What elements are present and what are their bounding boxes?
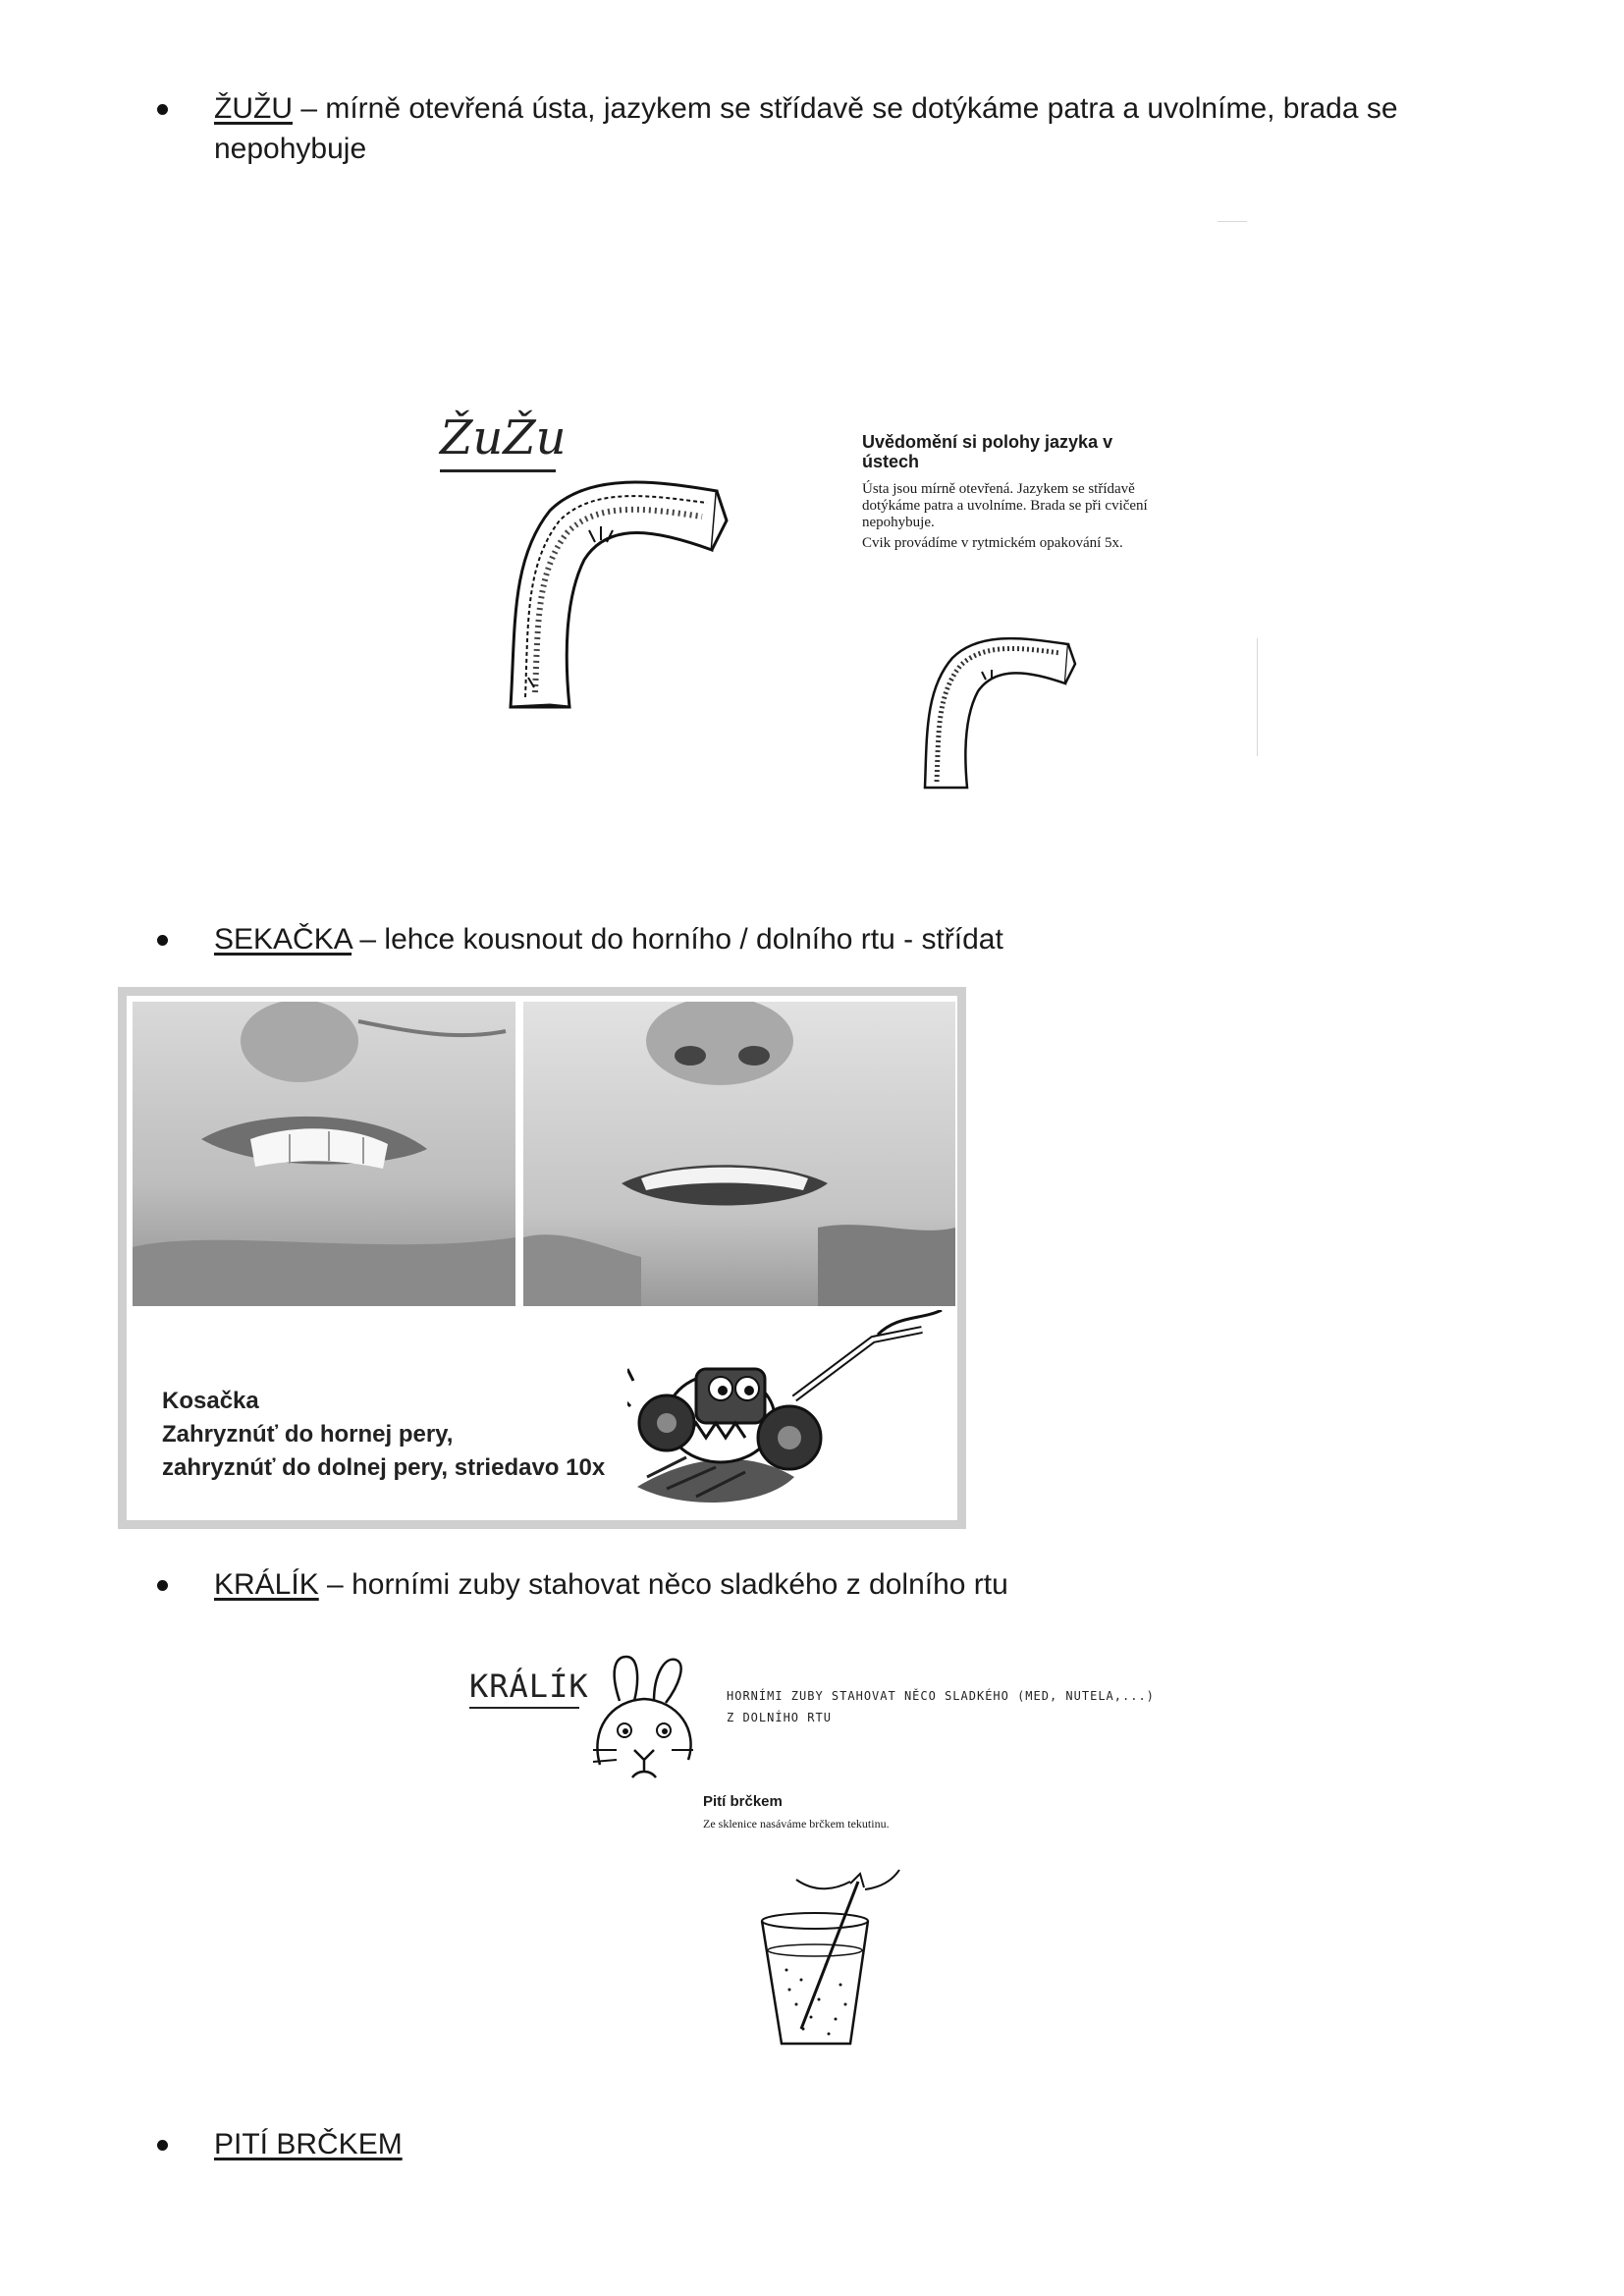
zuzu-card bbox=[862, 432, 1168, 552]
bullet-kralik-text bbox=[214, 1566, 1008, 1604]
zuzu-description-line2: nepohybuje bbox=[214, 133, 367, 165]
bullet-dot bbox=[157, 1580, 168, 1591]
brcko-card-heading: Pití brčkem bbox=[703, 1793, 783, 1810]
bullet-dot bbox=[157, 2140, 168, 2151]
photo-biting-lower-lip bbox=[523, 1002, 955, 1306]
kralik-title-underline bbox=[469, 1707, 579, 1709]
brcko-card-body: Ze sklenice nasáváme brčkem tekutinu. bbox=[703, 1817, 890, 1831]
scan-margin-line bbox=[1218, 221, 1247, 222]
zuzu-handwritten-title: ŽuŽu bbox=[440, 410, 567, 465]
kralik-handwritten-title: KRÁLÍK bbox=[469, 1667, 589, 1705]
bullet-dot bbox=[157, 935, 168, 946]
brcko-card bbox=[703, 1793, 919, 1831]
rabbit-face-illustration bbox=[585, 1652, 703, 1789]
bullet-sekacka-text bbox=[214, 921, 1003, 958]
zuzu-card-heading: Uvědomění si polohy jazyka v ústech bbox=[862, 432, 1113, 471]
term-zuzu: ŽUŽU bbox=[214, 92, 293, 125]
photo-biting-upper-lip bbox=[133, 1002, 515, 1306]
tongue-illustration-large bbox=[491, 452, 736, 717]
kralik-note-line2: Z DOLNÍHO RTU bbox=[727, 1711, 832, 1724]
kralik-note-line1: HORNÍMI ZUBY STAHOVAT NĚCO SLADKÉHO (MED, NUTELA,...) bbox=[727, 1689, 1155, 1703]
sekacka-caption-title: Kosačka bbox=[162, 1388, 259, 1414]
sekacka-caption bbox=[162, 1385, 605, 1485]
kralik-description: – horními zuby stahovat něco sladkého z dolního rtu bbox=[318, 1568, 1008, 1601]
bullet-piti-brckem-text bbox=[214, 2126, 403, 2163]
scan-margin-line bbox=[1257, 638, 1258, 756]
lawnmower-illustration bbox=[627, 1310, 951, 1521]
sekacka-caption-line2: zahryznúť do dolnej pery, striedavo 10x bbox=[162, 1454, 606, 1481]
tongue-illustration-small bbox=[913, 619, 1080, 795]
term-sekacka: SEKAČKA bbox=[214, 923, 352, 956]
term-piti-brckem: PITÍ BRČKEM bbox=[214, 2128, 403, 2160]
zuzu-description-line1: – mírně otevřená ústa, jazykem se střídavě se dotýkáme patra a uvolníme, brada se bbox=[292, 92, 1398, 125]
kralik-handwritten-note bbox=[727, 1685, 1155, 1728]
bullet-dot bbox=[157, 104, 168, 115]
bullet-zuzu-text bbox=[214, 90, 1398, 128]
glass-with-straw-illustration bbox=[742, 1862, 919, 2058]
term-kralik: KRÁLÍK bbox=[214, 1568, 319, 1601]
zuzu-card-body2: Cvik provádíme v rytmickém opakování 5x. bbox=[862, 535, 1123, 551]
sekacka-card bbox=[118, 987, 966, 1529]
zuzu-card-body1: Ústa jsou mírně otevřená. Jazykem se střídavě dotýkáme patra a uvolníme. Brada se při cvičení nepohybuje. bbox=[862, 481, 1148, 530]
sekacka-caption-line1: Zahryznúť do hornej pery, bbox=[162, 1421, 454, 1448]
sekacka-description: – lehce kousnout do horního / dolního rtu - střídat bbox=[352, 923, 1003, 956]
